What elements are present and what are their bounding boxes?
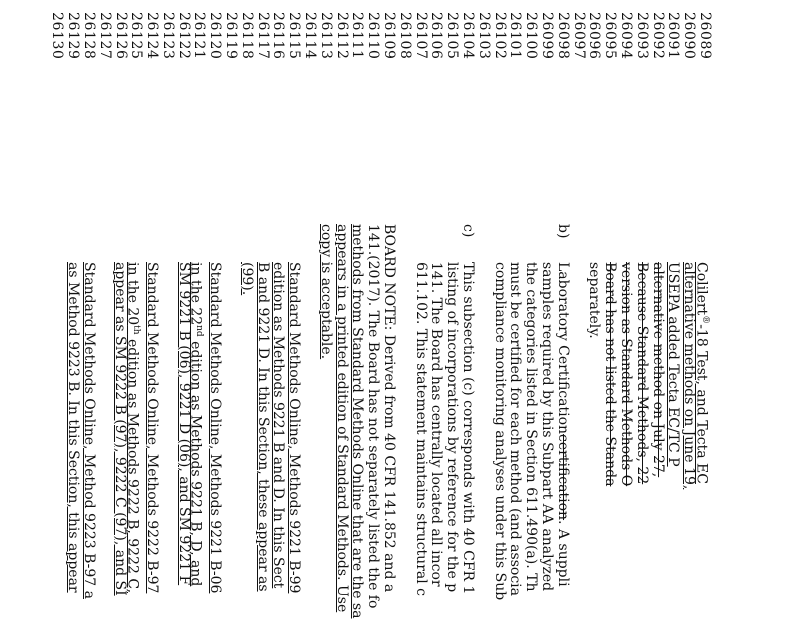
text-line-content: Because Standard Methods, 22 <box>633 262 650 485</box>
line-number: 26115 <box>286 12 303 60</box>
text-line <box>206 0 222 618</box>
text-line-content: edition as Methods 9221 B and D. In this Sect <box>270 262 287 589</box>
text-line-content: version as Standard Methods O <box>618 262 634 487</box>
line-number: 26106 <box>428 12 445 60</box>
text-line <box>554 0 570 618</box>
text-line-content: Board has not listed the Standa <box>602 262 619 487</box>
line-number: 26093 <box>633 12 650 60</box>
board-note-line: BOARD NOTE: Derived from 40 CFR 141.852 and a <box>381 224 397 593</box>
line-number: 26097 <box>570 12 587 60</box>
text-line-content: Standard Methods Online, Method 9223 B-97 a <box>80 262 97 600</box>
text-line <box>538 0 554 618</box>
line-number: 26130 <box>49 12 66 60</box>
line-number: 26120 <box>207 12 224 60</box>
line-number: 26098 <box>554 12 571 60</box>
text-line-content: B and 9221 D. In this Section, these appear as <box>254 262 271 592</box>
text-line <box>64 0 80 618</box>
board-note-line: methods from Standard Methods Online that are the sa <box>349 224 366 619</box>
line-number: 26094 <box>618 12 635 60</box>
text-line <box>507 0 523 618</box>
text-line <box>349 0 365 618</box>
line-number: 26122 <box>175 12 192 60</box>
text-line <box>459 0 475 618</box>
line-number: 26118 <box>238 12 255 60</box>
line-number: 26119 <box>223 12 240 60</box>
board-note-line: 141.(2017). The Board has not separately listed the fo <box>365 224 382 609</box>
line-number: 26104 <box>460 12 477 60</box>
text-line <box>270 0 286 618</box>
line-number: 26099 <box>539 12 556 60</box>
line-number: 26090 <box>681 12 698 60</box>
text-line <box>665 0 681 618</box>
text-line <box>412 0 428 618</box>
line-number: 26110 <box>365 12 382 60</box>
text-line <box>238 0 254 618</box>
line-number: 26100 <box>523 12 540 60</box>
line-number: 26123 <box>159 12 176 60</box>
text-line <box>633 0 649 618</box>
text-line <box>175 0 191 618</box>
text-line-content: Standard Methods Online, Methods 9221 B-99 <box>286 262 303 594</box>
text-line-content: as Method 9223 B. In this Section, this appear <box>65 262 81 593</box>
text-line <box>522 0 538 618</box>
text-line-content: the categories listed in Section 611.490(a). Th <box>523 262 540 592</box>
text-line-colilert: Colilert®-18 Test, and Tecta EC <box>693 262 710 484</box>
line-number: 26095 <box>602 12 619 60</box>
text-line <box>143 0 159 618</box>
text-line <box>380 0 396 618</box>
subsection-label-b: b) <box>554 224 571 239</box>
line-number: 26091 <box>665 12 682 60</box>
line-number: 26129 <box>65 12 82 60</box>
line-number: 26117 <box>254 12 271 60</box>
line-number: 26126 <box>112 12 129 60</box>
text-line <box>586 0 602 618</box>
line-number: 26113 <box>317 12 334 60</box>
line-number: 26111 <box>349 12 366 60</box>
text-line <box>680 0 696 618</box>
line-number: 26121 <box>191 12 208 60</box>
board-note-line: copy is acceptable. <box>317 224 334 360</box>
line-number: 26128 <box>80 12 97 60</box>
text-line <box>112 0 128 618</box>
text-line <box>317 0 333 618</box>
line-number: 26092 <box>649 12 666 60</box>
text-line-content: compliance monitoring analyses under this Sub <box>491 262 508 601</box>
text-line <box>428 0 444 618</box>
text-line-content: This subsection (c) corresponds with 40 CFR 1 <box>460 262 476 595</box>
text-line <box>80 0 96 618</box>
text-line <box>285 0 301 618</box>
line-number: 26127 <box>96 12 113 60</box>
text-line-content: in the 22nd edition as Methods 9221 B, D, and <box>187 262 205 587</box>
line-number: 26112 <box>333 12 350 60</box>
text-line <box>649 0 665 618</box>
line-number: 26103 <box>475 12 492 60</box>
text-line <box>254 0 270 618</box>
text-line-content: listing of incorporations by reference for the p <box>444 262 461 593</box>
text-line-content: 141. The Board has centrally located all incor <box>428 262 445 587</box>
line-number: 26125 <box>128 12 145 60</box>
text-line <box>693 0 712 618</box>
text-line <box>443 0 459 618</box>
text-line-content: separately. <box>586 262 603 339</box>
text-line-content: USEPA added Tecta EC/TC P <box>665 262 682 467</box>
text-line-content: (99). <box>238 262 255 296</box>
text-line-content: Standard Methods Online, Methods 9222 B-97 <box>144 262 160 594</box>
text-line-content: samples required by this Subpart AA analyzed <box>539 262 555 592</box>
line-number: 26089 <box>697 12 713 60</box>
text-line <box>333 0 349 618</box>
text-line-content: alternative method on July 27, <box>649 262 666 478</box>
text-line <box>187 0 207 618</box>
line-number: 26102 <box>491 12 508 60</box>
text-line <box>491 0 507 618</box>
text-line <box>601 0 617 618</box>
text-line-content: in the 20th edition as Methods 9222 B, 9222 C, <box>124 262 142 594</box>
text-line-content: Laboratory Certificationcertification. A suppli <box>554 262 571 587</box>
text-line <box>364 0 380 618</box>
line-number: 26096 <box>586 12 603 60</box>
text-line-content: 611.102. This statement maintains structural c <box>412 262 429 597</box>
line-number: 26107 <box>412 12 429 60</box>
subsection-label-c: c) <box>460 224 476 238</box>
text-line-content: alternative methods on June 19, <box>681 262 698 490</box>
line-number: 26124 <box>144 12 161 60</box>
line-number: 26116 <box>270 12 287 60</box>
line-number: 26108 <box>396 12 413 60</box>
text-line-content: must be certified for each method (and associa <box>507 262 524 596</box>
text-line-content: SM 9221 B (06), 9221 D (06), and SM 9221 F <box>175 262 192 586</box>
line-number: 26105 <box>444 12 461 60</box>
line-number: 26114 <box>302 12 319 60</box>
board-note-line: appears in a printed edition of Standard Methods. Use <box>333 224 350 613</box>
text-line-content: appear as SM 9222 B (97), 9222 C (97), and SI <box>112 262 129 596</box>
line-number: 26101 <box>507 12 524 60</box>
text-line <box>617 0 633 618</box>
text-line-content: Standard Methods Online, Methods 9221 B-06 <box>207 262 224 594</box>
text-line <box>124 0 143 618</box>
line-number: 26109 <box>381 12 398 60</box>
